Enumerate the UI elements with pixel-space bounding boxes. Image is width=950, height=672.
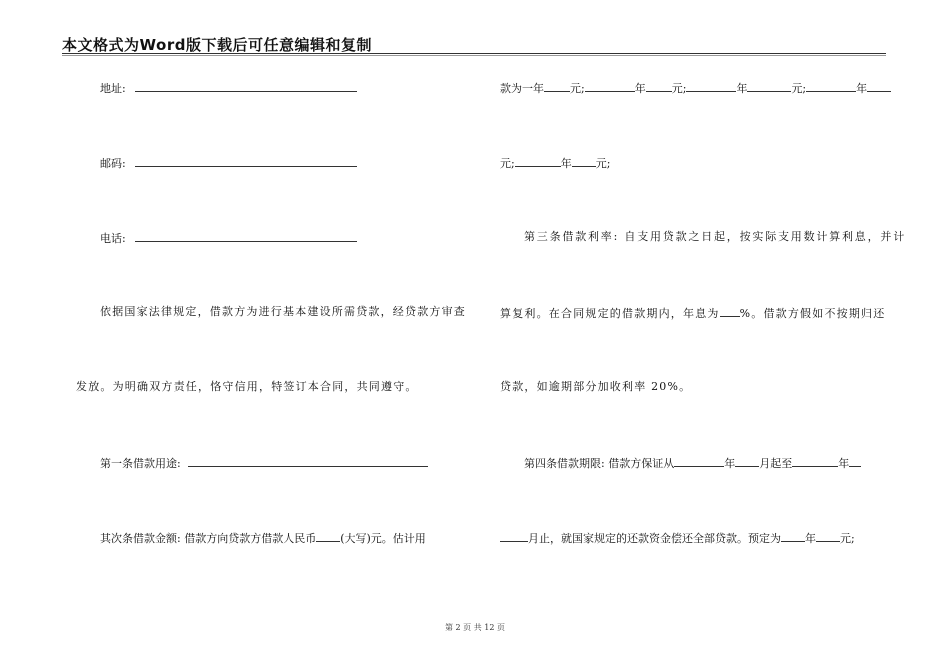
- blank: [792, 455, 838, 467]
- loan-text: 元;: [671, 82, 687, 95]
- loan-schedule-line2: [500, 155, 610, 171]
- para1-line2: 发放。为明确双方责任，恪守信用，特签订本合同，共同遵守。: [76, 380, 418, 393]
- loan-text: 元;: [500, 157, 515, 170]
- article4-line1: [524, 455, 861, 471]
- header-rule: [62, 53, 886, 54]
- article4-text: 第四条借款期限: 借款方保证从: [524, 457, 675, 470]
- article4-text: 年: [724, 457, 736, 470]
- article4-text: 元;: [840, 532, 855, 545]
- article4-text: 年: [805, 532, 816, 545]
- blank: [544, 80, 570, 92]
- blank: [500, 530, 528, 542]
- loan-schedule-line1: [500, 80, 891, 96]
- zipcode-blank: [135, 155, 357, 167]
- address-line: [100, 80, 357, 96]
- blank: [515, 155, 561, 167]
- page-number: 第 2 页 共 12 页: [445, 623, 505, 632]
- article1-line: [100, 455, 428, 471]
- article3-line1: 第三条借款利率: 自支用贷款之日起，按实际支用数计算利息，并计: [524, 230, 907, 243]
- interest-rate-blank: [720, 305, 740, 317]
- article3-text: %。借款方假如不按期归还: [739, 307, 886, 320]
- blank: [674, 455, 724, 467]
- blank: [781, 530, 805, 542]
- phone-label: 电话:: [100, 232, 126, 245]
- article3-line2: [500, 305, 885, 321]
- blank: [747, 80, 791, 92]
- blank: [646, 80, 672, 92]
- loan-text: 年: [560, 157, 572, 170]
- article3-line3: 贷款，如逾期部分加收利率 20%。: [500, 380, 692, 393]
- article4-text: 年: [838, 457, 850, 470]
- loan-text: 年: [736, 82, 748, 95]
- article2-line: [100, 530, 426, 546]
- article4-text: 月起至: [759, 457, 793, 470]
- article1-label: 第一条借款用途:: [100, 457, 181, 470]
- phone-blank: [135, 230, 357, 242]
- article3-text: 算复利。在合同规定的借款期内，年息为: [500, 307, 720, 320]
- loan-text: 年: [856, 82, 868, 95]
- blank: [849, 455, 861, 467]
- loan-text: 款为一年: [500, 82, 544, 95]
- blank: [867, 80, 891, 92]
- address-blank: [135, 80, 357, 92]
- zipcode-label: 邮码:: [100, 157, 126, 170]
- zipcode-line: [100, 155, 357, 171]
- blank: [572, 155, 596, 167]
- address-label: 地址:: [100, 82, 126, 95]
- article2-text-a: 其次条借款金额: 借款方向贷款方借款人民币: [100, 532, 317, 545]
- header-rule-secondary: [62, 55, 886, 56]
- loan-text: 元;: [570, 82, 585, 95]
- article2-amount-blank: [316, 530, 340, 542]
- phone-line: [100, 230, 357, 246]
- loan-text: 年: [634, 82, 646, 95]
- document-header-title: 本文格式为Word版下载后可任意编辑和复制: [62, 36, 372, 54]
- blank: [585, 80, 635, 92]
- blank: [735, 455, 759, 467]
- blank: [806, 80, 856, 92]
- article4-line2: [500, 530, 855, 546]
- loan-text: 元;: [595, 157, 611, 170]
- loan-text: 元;: [791, 82, 807, 95]
- blank: [816, 530, 840, 542]
- article2-text-b: (大写)元。估计用: [340, 532, 426, 545]
- article4-text: 月止，就国家规定的还款资金偿还全部贷款。预定为: [528, 532, 781, 545]
- blank: [686, 80, 736, 92]
- para1-line1: 依据国家法律规定，借款方为进行基本建设所需贷款，经贷款方审查: [100, 305, 466, 318]
- article1-blank: [188, 455, 428, 467]
